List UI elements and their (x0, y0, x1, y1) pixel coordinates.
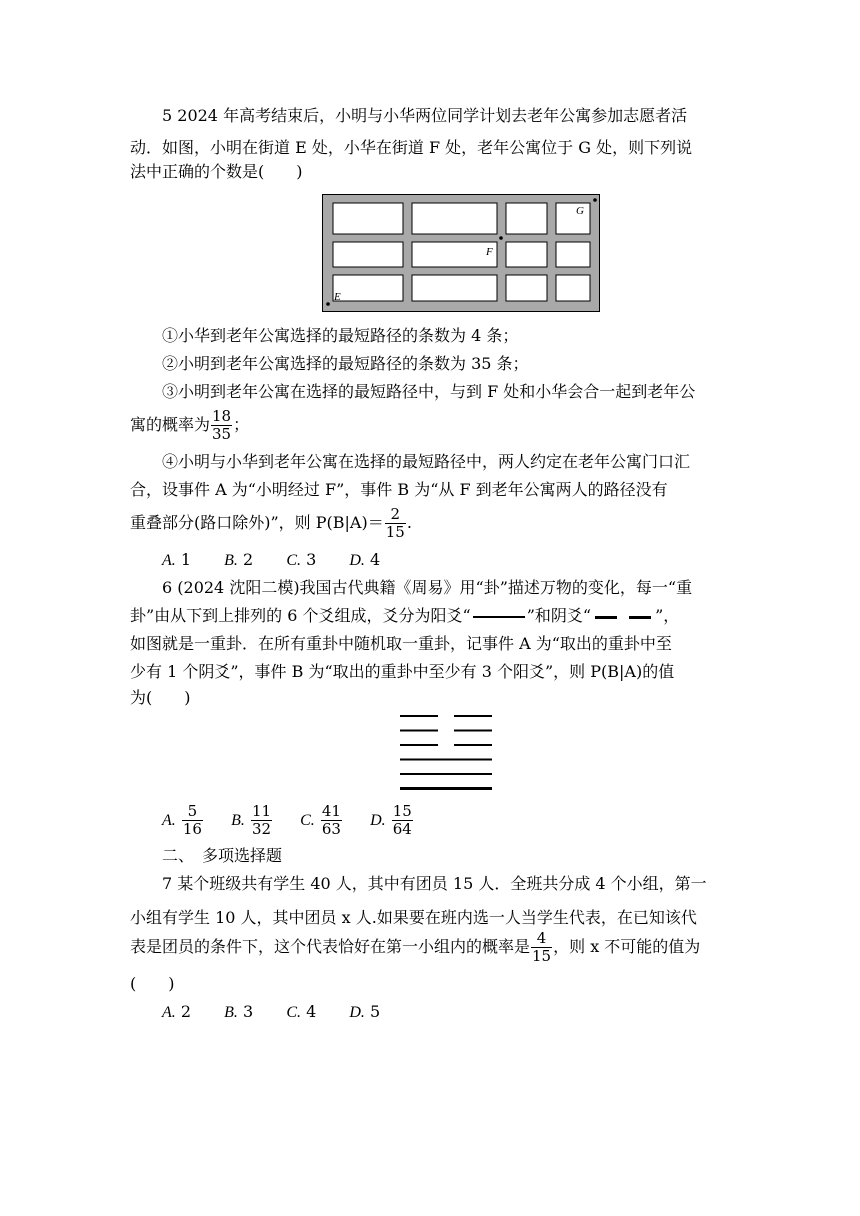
q5-stem-line-1: 5 2024 年高考结束后，小明与小华两位同学计划去老年公寓参加志愿者活 (162, 106, 688, 125)
block (412, 203, 497, 234)
q6-choice-c[interactable]: C. $\frac{41}{63}$ (300, 802, 341, 838)
q5-statement-4-line-1: ④小明与小华到老年公寓在选择的最短路径中，两人约定在老年公寓门口汇 (162, 452, 691, 471)
block (556, 275, 590, 301)
q5-statement-3-line-2 (130, 406, 249, 444)
q6-line-5: 为( ) (130, 688, 191, 707)
q5-s4-punct: . (406, 513, 412, 532)
section-title: 二、 多项选择题 (162, 846, 283, 865)
q6-line-3: 如图就是一重卦．在所有重卦中随机取一重卦，记事件 A 为“取出的重卦中至 (130, 634, 672, 653)
fraction-numerator: 4 (531, 930, 552, 948)
block (556, 203, 590, 234)
block (333, 203, 403, 234)
q5-statement-4-line-2: 合，设事件 A 为“小明经过 F”，事件 B 为“从 F 到老年公寓两人的路径没有 (130, 480, 668, 499)
q6-choice-b[interactable]: B. $\frac{11}{32}$ (231, 802, 272, 838)
block (412, 275, 497, 301)
q6-line-2-b: ”和阴爻“ (526, 606, 592, 625)
q7-choice-a[interactable]: A. 2 (162, 1002, 192, 1021)
label-g: G (576, 205, 584, 217)
q7-choice-c[interactable]: C. 4 (286, 1002, 317, 1021)
block (333, 242, 403, 267)
block (556, 242, 590, 267)
q5-statement-3-line-1: ③小明到老年公寓在选择的最短路径中，与到 F 处和小华会合一起到老年公 (162, 382, 696, 401)
fraction-denominator: 35 (212, 425, 232, 443)
q6-line-2 (130, 606, 679, 626)
point-f-dot (499, 236, 503, 240)
fraction-denominator: 15 (532, 947, 552, 965)
q5-statement-4-line-3 (130, 504, 412, 542)
block (412, 242, 497, 267)
fraction-numerator: 18 (212, 407, 232, 425)
label-f: F (486, 246, 493, 258)
block (506, 275, 547, 301)
q7-line-3-text: 表是团员的条件下，这个代表恰好在第一小组内的概率是 (130, 937, 531, 956)
yang-yao-symbol (473, 616, 525, 618)
q5-stem-line-2: 动．如图，小明在街道 E 处，小华在街道 F 处，老年公寓位于 G 处，则下列说 (130, 138, 693, 157)
yin-yao-symbol (595, 616, 651, 618)
q7-choice-b[interactable]: B. 3 (224, 1002, 254, 1021)
fraction-numerator: 2 (385, 506, 406, 524)
q7-line-1: 7 某个班级共有学生 40 人，其中有团员 15 人．全班共分成 4 个小组，第一 (162, 874, 707, 893)
q6-choices (162, 800, 442, 841)
q7-line-2: 小组有学生 10 人，其中团员 x 人.如果要在班内选一人当学生代表，在已知该代 (130, 908, 697, 927)
q6-line-1: 6 (2024 沈阳二模)我国古代典籍《周易》用“卦”描述万物的变化，每一“重 (162, 578, 693, 597)
q5-s3-punct: ； (233, 415, 250, 434)
q5-choice-a[interactable]: A. 1 (162, 550, 192, 569)
q5-s4-fraction (385, 506, 406, 541)
q5-choice-c[interactable]: C. 3 (286, 550, 317, 569)
q5-statement-2: ②小明到老年公寓选择的最短路径的条数为 35 条； (162, 354, 529, 373)
block (506, 242, 547, 267)
q5-choice-d[interactable]: D. 4 (349, 550, 381, 569)
point-e-dot (326, 302, 330, 306)
q6-line-2-c: ”， (655, 606, 680, 625)
q5-choices (162, 550, 408, 571)
q7-choice-d[interactable]: D. 5 (349, 1002, 381, 1021)
fraction-denominator: 15 (385, 523, 405, 541)
q6-line-2-a: 卦”由从下到上排列的 6 个爻组成，爻分为阳爻“ (130, 606, 471, 625)
block (333, 275, 403, 301)
point-g-dot (593, 198, 597, 202)
label-e: E (334, 291, 341, 303)
q7-line-3-post: ，则 x 不可能的值为 (553, 937, 701, 956)
q7-line-4: ( ) (130, 974, 175, 993)
block (506, 203, 547, 234)
q7-choices (162, 1002, 408, 1023)
q6-line-4: 少有 1 个阴爻”，事件 B 为“取出的重卦中至少有 3 个阳爻”，则 P(B|A)的值 (130, 662, 675, 681)
q5-stem-line-3: 法中正确的个数是( ) (130, 162, 303, 181)
q5-choice-b[interactable]: B. 2 (224, 550, 254, 569)
q6-choice-d[interactable]: D. $\frac{15}{64}$ (370, 802, 412, 838)
q7-line-3 (130, 928, 700, 966)
street-grid-figure (322, 194, 600, 312)
q5-statement-1: ①小华到老年公寓选择的最短路径的条数为 4 条； (162, 326, 519, 345)
q5-s3-fraction (211, 408, 232, 443)
q7-fraction (531, 930, 552, 965)
hexagram-figure (398, 708, 494, 798)
q6-choice-a[interactable]: A. $\frac{5}{16}$ (162, 802, 202, 838)
q5-s4-text: 重叠部分(路口除外)”，则 P(B|A)＝ (130, 513, 384, 532)
q5-s3-text: 寓的概率为 (130, 415, 211, 434)
